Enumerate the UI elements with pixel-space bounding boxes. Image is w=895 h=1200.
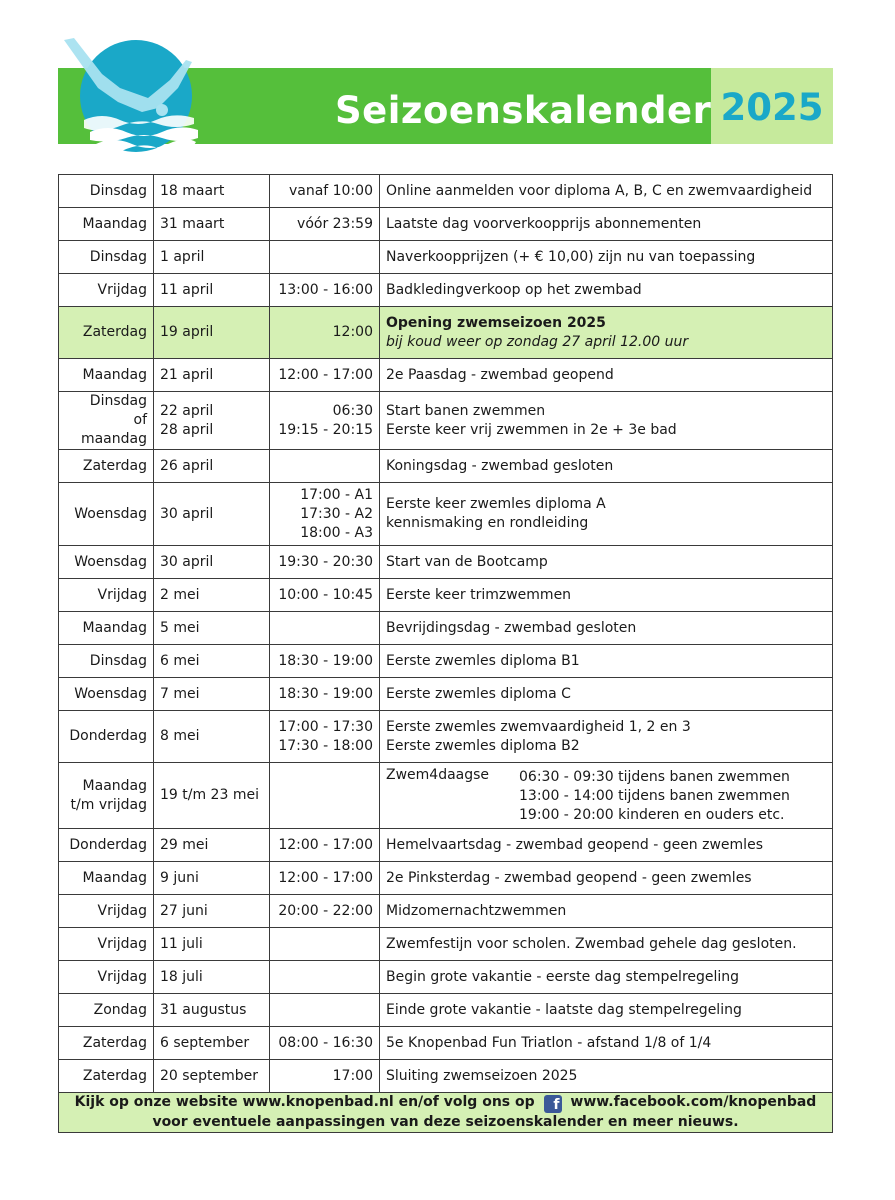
day-cell	[59, 994, 154, 1027]
date-cell-line: 28 april	[160, 421, 214, 438]
day-cell	[59, 928, 154, 961]
desc-cell	[380, 612, 833, 645]
time-cell	[270, 961, 380, 994]
day-cell-line: Maandag	[82, 215, 147, 232]
date-cell-line: 7 mei	[160, 685, 200, 702]
day-cell-line: Vrijdag	[97, 935, 147, 952]
time-cell-line: 18:30 - 19:00	[278, 652, 373, 669]
day-cell-line: Maandag	[82, 619, 147, 636]
date-cell	[154, 546, 270, 579]
zwem4daagse-block	[386, 766, 826, 826]
time-cell	[270, 763, 380, 829]
date-cell	[154, 392, 270, 450]
date-cell-line: 19 t/m 23 mei	[160, 787, 259, 803]
date-cell	[154, 241, 270, 274]
day-cell-line: Vrijdag	[97, 902, 147, 919]
time-cell	[270, 928, 380, 961]
desc-cell-line: Eerste zwemles diploma B1	[386, 652, 580, 669]
time-cell-line: 17:00 - A1	[300, 486, 373, 503]
date-cell	[154, 829, 270, 862]
day-cell	[59, 579, 154, 612]
date-cell	[154, 1060, 270, 1093]
date-cell	[154, 612, 270, 645]
desc-cell-line: Einde grote vakantie - laatste dag stempelregeling	[386, 1001, 742, 1018]
date-cell-line: 5 mei	[160, 619, 200, 636]
date-cell-line: 11 april	[160, 281, 214, 298]
desc-cell	[380, 763, 833, 829]
day-cell-line: Zaterdag	[82, 324, 147, 340]
day-cell	[59, 392, 154, 450]
time-cell	[270, 829, 380, 862]
time-cell	[270, 450, 380, 483]
time-cell	[270, 392, 380, 450]
time-cell	[270, 862, 380, 895]
date-cell	[154, 483, 270, 546]
time-cell-line: 18:30 - 19:00	[278, 685, 373, 702]
day-cell-line: Maandag	[82, 366, 147, 383]
day-cell-line: Vrijdag	[97, 281, 147, 298]
day-cell-line: Donderdag	[69, 836, 147, 853]
desc-cell	[380, 895, 833, 928]
day-cell-line: t/m vrijdag	[70, 796, 147, 813]
desc-cell-line: Eerste zwemles diploma C	[386, 685, 571, 702]
day-cell-line: Maandag	[82, 869, 147, 886]
desc-cell-line: Eerste zwemles diploma B2	[386, 737, 580, 754]
time-cell-line: 06:30	[332, 402, 373, 419]
time-cell	[270, 1027, 380, 1060]
table-row	[59, 645, 833, 678]
desc-cell	[380, 961, 833, 994]
desc-cell-line: Eerste keer zwemles diploma A	[386, 496, 606, 512]
date-cell-line: 21 april	[160, 366, 214, 383]
desc-cell	[380, 274, 833, 307]
desc-cell-line: 2e Paasdag - zwembad geopend	[386, 366, 614, 383]
date-cell	[154, 711, 270, 763]
day-cell	[59, 208, 154, 241]
zwem4daagse-time-line: 13:00 - 14:00 tijdens banen zwemmen	[519, 787, 790, 804]
date-cell	[154, 175, 270, 208]
desc-cell	[380, 711, 833, 763]
table-row	[59, 711, 833, 763]
desc-cell-line: Badkledingverkoop op het zwembad	[386, 281, 642, 298]
time-cell-line: 17:00 - 17:30	[278, 718, 373, 735]
desc-cell	[380, 307, 833, 359]
day-cell	[59, 678, 154, 711]
table-row	[59, 862, 833, 895]
time-cell	[270, 359, 380, 392]
desc-cell	[380, 483, 833, 546]
day-cell	[59, 483, 154, 546]
day-cell-line: of maandag	[80, 412, 147, 447]
desc-cell	[380, 862, 833, 895]
day-cell-line: Zaterdag	[82, 457, 147, 474]
time-cell-line: 12:00 - 17:00	[278, 366, 373, 383]
table-row	[59, 1027, 833, 1060]
desc-cell-line: Online aanmelden voor diploma A, B, C en zwemvaardigheid	[386, 182, 813, 199]
date-cell-line: 20 september	[160, 1067, 259, 1084]
date-cell-line: 6 september	[160, 1034, 250, 1051]
footer-line-1: Kijk op onze website www.knopenbad.nl en/of volg ons op f www.facebook.com/knopenbad	[74, 1094, 817, 1113]
time-cell	[270, 895, 380, 928]
day-cell-line: Woensdag	[74, 505, 147, 522]
desc-cell	[380, 546, 833, 579]
time-cell-line: vóór 23:59	[297, 215, 373, 232]
footer-line-2: voor eventuele aanpassingen van deze seizoenskalender en meer nieuws.	[152, 1114, 739, 1130]
date-cell	[154, 928, 270, 961]
date-cell	[154, 895, 270, 928]
time-cell-line: 10:00 - 10:45	[278, 586, 373, 603]
table-row	[59, 579, 833, 612]
day-cell-line: Zaterdag	[82, 1067, 147, 1084]
day-cell	[59, 1027, 154, 1060]
time-cell	[270, 175, 380, 208]
table-row	[59, 483, 833, 546]
day-cell	[59, 961, 154, 994]
zwem4daagse-time-line: 06:30 - 09:30 tijdens banen zwemmen	[519, 768, 790, 785]
day-cell	[59, 274, 154, 307]
table-row	[59, 1060, 833, 1093]
date-cell-line: 1 april	[160, 248, 205, 265]
desc-cell-line: Eerste zwemles zwemvaardigheid 1, 2 en 3	[386, 718, 691, 735]
desc-cell-line: Hemelvaartsdag - zwembad geopend - geen zwemles	[386, 836, 763, 853]
time-cell-line: 19:30 - 20:30	[278, 553, 373, 570]
time-cell	[270, 208, 380, 241]
date-cell	[154, 359, 270, 392]
table-row	[59, 359, 833, 392]
date-cell	[154, 307, 270, 359]
time-cell	[270, 274, 380, 307]
day-cell-line: Donderdag	[69, 728, 147, 744]
time-cell-line: 13:00 - 16:00	[278, 281, 373, 298]
day-cell	[59, 546, 154, 579]
table-row	[59, 928, 833, 961]
date-cell-line: 31 augustus	[160, 1001, 247, 1018]
date-cell-line: 6 mei	[160, 652, 200, 669]
table-row	[59, 546, 833, 579]
time-cell	[270, 1060, 380, 1093]
table-row	[59, 961, 833, 994]
date-cell-line: 29 mei	[160, 836, 209, 853]
time-cell-line: 08:00 - 16:30	[278, 1034, 373, 1051]
time-cell	[270, 711, 380, 763]
day-cell	[59, 763, 154, 829]
date-cell	[154, 994, 270, 1027]
swimmer-logo-icon	[62, 36, 202, 154]
desc-cell	[380, 645, 833, 678]
day-cell-line: Zaterdag	[82, 1034, 147, 1051]
desc-cell	[380, 829, 833, 862]
footer-cell	[59, 1093, 833, 1133]
zwem4daagse-title: Zwem4daagse	[386, 766, 490, 783]
day-cell	[59, 895, 154, 928]
day-cell-line: Dinsdag	[89, 182, 147, 199]
date-cell-line: 19 april	[160, 324, 214, 340]
date-cell-line: 30 april	[160, 505, 214, 522]
desc-cell-line: 5e Knopenbad Fun Triatlon - afstand 1/8 of 1/4	[386, 1034, 712, 1051]
date-cell-line: 11 juli	[160, 935, 203, 952]
day-cell	[59, 829, 154, 862]
date-cell	[154, 274, 270, 307]
table-row	[59, 994, 833, 1027]
desc-cell-line: Start van de Bootcamp	[386, 553, 548, 570]
time-cell-line: 12:00 - 17:00	[278, 836, 373, 853]
time-cell-line: 19:15 - 20:15	[278, 421, 373, 438]
date-cell-line: 9 juni	[160, 869, 199, 886]
page-title: Seizoenskalender	[335, 89, 712, 132]
desc-cell-line: Laatste dag voorverkoopprijs abonnementen	[386, 215, 702, 232]
day-cell-line: Dinsdag	[89, 248, 147, 265]
table-row	[59, 678, 833, 711]
date-cell-line: 22 april	[160, 402, 214, 419]
opening-title: Opening zwemseizoen 2025	[386, 314, 606, 331]
desc-cell-line: Koningsdag - zwembad gesloten	[386, 457, 614, 474]
time-cell	[270, 678, 380, 711]
time-cell-line: 18:00 - A3	[300, 524, 373, 541]
date-cell	[154, 961, 270, 994]
year-label: 2025	[720, 86, 824, 129]
day-cell	[59, 711, 154, 763]
time-cell	[270, 241, 380, 274]
table-row	[59, 763, 833, 829]
date-cell	[154, 208, 270, 241]
table-row	[59, 895, 833, 928]
table-row	[59, 829, 833, 862]
time-cell	[270, 994, 380, 1027]
table-row	[59, 208, 833, 241]
desc-cell-line: Eerste keer trimzwemmen	[386, 586, 572, 603]
table-row	[59, 307, 833, 359]
time-cell	[270, 307, 380, 359]
day-cell	[59, 1060, 154, 1093]
day-cell-line: Woensdag	[74, 553, 147, 570]
date-cell	[154, 645, 270, 678]
desc-cell-line: Bevrijdingsdag - zwembad gesloten	[386, 619, 637, 636]
desc-cell	[380, 241, 833, 274]
desc-cell	[380, 208, 833, 241]
day-cell	[59, 175, 154, 208]
desc-cell	[380, 359, 833, 392]
day-cell-line: Woensdag	[74, 685, 147, 702]
desc-cell-line: kennismaking en rondleiding	[386, 515, 589, 531]
time-cell	[270, 483, 380, 546]
time-cell-line: 12:00	[332, 324, 373, 340]
desc-cell	[380, 928, 833, 961]
desc-cell	[380, 1060, 833, 1093]
desc-cell	[380, 450, 833, 483]
day-cell-line: Dinsdag	[89, 652, 147, 669]
time-cell	[270, 579, 380, 612]
day-cell	[59, 359, 154, 392]
date-cell-line: 27 juni	[160, 902, 208, 919]
desc-cell	[380, 392, 833, 450]
date-cell-line: 2 mei	[160, 586, 200, 603]
desc-cell	[380, 579, 833, 612]
footer-row	[59, 1093, 833, 1133]
time-cell	[270, 645, 380, 678]
desc-cell-line: Naverkoopprijzen (+ € 10,00) zijn nu van toepassing	[386, 248, 756, 265]
calendar-table	[58, 174, 833, 1133]
table-row	[59, 175, 833, 208]
table-row	[59, 274, 833, 307]
desc-cell-line: Start banen zwemmen	[386, 402, 546, 419]
date-cell-line: 30 april	[160, 553, 214, 570]
desc-cell-line: Zwemfestijn voor scholen. Zwembad gehele dag gesloten.	[386, 935, 797, 952]
day-cell-line: Vrijdag	[97, 968, 147, 985]
date-cell-line: 26 april	[160, 457, 214, 474]
desc-cell-line: Sluiting zwemseizoen 2025	[386, 1067, 578, 1084]
time-cell-line: 12:00 - 17:00	[278, 869, 373, 886]
date-cell	[154, 862, 270, 895]
desc-cell	[380, 994, 833, 1027]
day-cell-line: Dinsdag	[89, 393, 147, 409]
date-cell-line: 18 maart	[160, 182, 225, 199]
time-cell-line: 17:00	[332, 1067, 373, 1084]
zwem4daagse-times	[519, 768, 790, 825]
desc-cell	[380, 175, 833, 208]
time-cell-line: 20:00 - 22:00	[278, 902, 373, 919]
day-cell	[59, 241, 154, 274]
day-cell-line: Vrijdag	[97, 586, 147, 603]
desc-cell-line: Eerste keer vrij zwemmen in 2e + 3e bad	[386, 421, 677, 438]
day-cell	[59, 645, 154, 678]
day-cell	[59, 450, 154, 483]
table-row	[59, 392, 833, 450]
time-cell	[270, 612, 380, 645]
facebook-icon: f	[544, 1095, 562, 1113]
desc-cell	[380, 1027, 833, 1060]
desc-cell	[380, 678, 833, 711]
day-cell	[59, 862, 154, 895]
date-cell	[154, 1027, 270, 1060]
table-row	[59, 450, 833, 483]
desc-cell-line: 2e Pinksterdag - zwembad geopend - geen zwemles	[386, 869, 752, 886]
table-row	[59, 241, 833, 274]
day-cell	[59, 307, 154, 359]
desc-cell-line: Begin grote vakantie - eerste dag stempelregeling	[386, 968, 740, 985]
time-cell-line: 17:30 - 18:00	[278, 737, 373, 754]
day-cell-line: Maandag	[82, 777, 147, 794]
date-cell	[154, 579, 270, 612]
day-cell	[59, 612, 154, 645]
time-cell	[270, 546, 380, 579]
time-cell-line: 17:30 - A2	[300, 505, 373, 522]
date-cell	[154, 763, 270, 829]
date-cell-line: 8 mei	[160, 728, 200, 744]
date-cell-line: 18 juli	[160, 968, 203, 985]
table-row	[59, 612, 833, 645]
desc-cell-line: Midzomernachtzwemmen	[386, 902, 567, 919]
zwem4daagse-time-line: 19:00 - 20:00 kinderen en ouders etc.	[519, 806, 785, 823]
time-cell-line: vanaf 10:00	[288, 182, 373, 199]
date-cell	[154, 678, 270, 711]
day-cell-line: Zondag	[93, 1001, 147, 1018]
date-cell-line: 31 maart	[160, 215, 225, 232]
opening-note: bij koud weer op zondag 27 april 12.00 uur	[386, 333, 689, 350]
date-cell	[154, 450, 270, 483]
year-box	[711, 68, 833, 144]
